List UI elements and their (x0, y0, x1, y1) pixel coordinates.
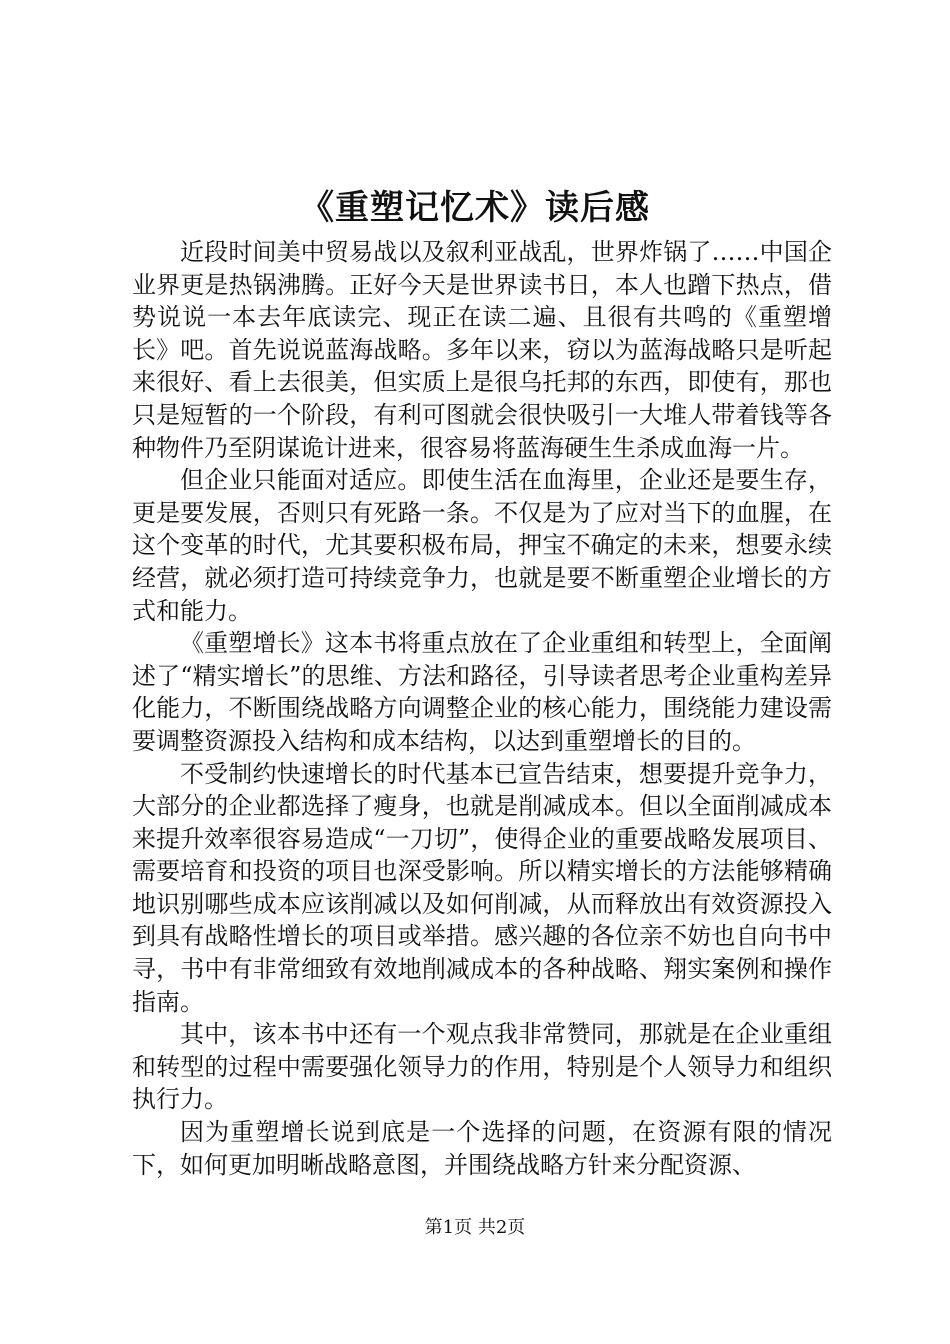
document-body (132, 236, 832, 1181)
paragraph-1: 近段时间美中贸易战以及叙利亚战乱，世界炸锅了……中国企业界更是热锅沸腾。正好今天是世界读书日，本人也蹭下热点，借势说说一本去年底读完、现正在读二遍、且很有共鸣的《重塑增长》吧。首先说说蓝海战略。多年以来，窃以为蓝海战略只是听起来很好、看上去很美，但实质上是很乌托邦的东西，即使有，那也只是短暂的一个阶段，有利可图就会很快吸引一大堆人带着钱等各种物件乃至阴谋诡计进来，很容易将蓝海硬生生杀成血海一片。 (132, 238, 832, 462)
paragraph-3: 《重塑增长》这本书将重点放在了企业重组和转型上，全面阐述了“精实增长”的思维、方法和路径，引导读者思考企业重构差异化能力，不断围绕战略方向调整企业的核心能力，围绕能力建设需要调整资源投入结构和成本结构，以达到重塑增长的目的。 (132, 629, 832, 755)
document-title: 《重塑记忆术》读后感 (300, 188, 650, 228)
paragraph-2: 但企业只能面对适应。即使生活在血海里，企业还是要生存，更是要发展，否则只有死路一条。不仅是为了应对当下的血腥，在这个变革的时代，尤其要积极布局，押宝不确定的未来，想要永续经营，就必须打造可持续竞争力，也就是要不断重塑企业增长的方式和能力。 (132, 466, 832, 625)
page-number-footer: 第1页 共2页 (424, 1217, 526, 1238)
paragraph-5: 其中，该本书中还有一个观点我非常赞同，那就是在企业重组和转型的过程中需要强化领导力的作用，特别是个人领导力和组织执行力。 (132, 1020, 832, 1114)
paragraph-4: 不受制约快速增长的时代基本已宣告结束，想要提升竞争力，大部分的企业都选择了瘦身，也就是削减成本。但以全面削减成本来提升效率很容易造成“一刀切”，使得企业的重要战略发展项目、需要培育和投资的项目也深受影响。所以精实增长的方法能够精确地识别哪些成本应该削减以及如何削减，从而释放出有效资源投入到具有战略性增长的项目或举措。感兴趣的各位亲不妨也自向书中寻，书中有非常细致有效地削减成本的各种战略、翔实案例和操作指南。 (132, 759, 832, 1016)
paragraph-6: 因为重塑增长说到底是一个选择的问题，在资源有限的情况下，如何更加明晰战略意图，并围绕战略方针来分配资源、 (132, 1118, 832, 1179)
